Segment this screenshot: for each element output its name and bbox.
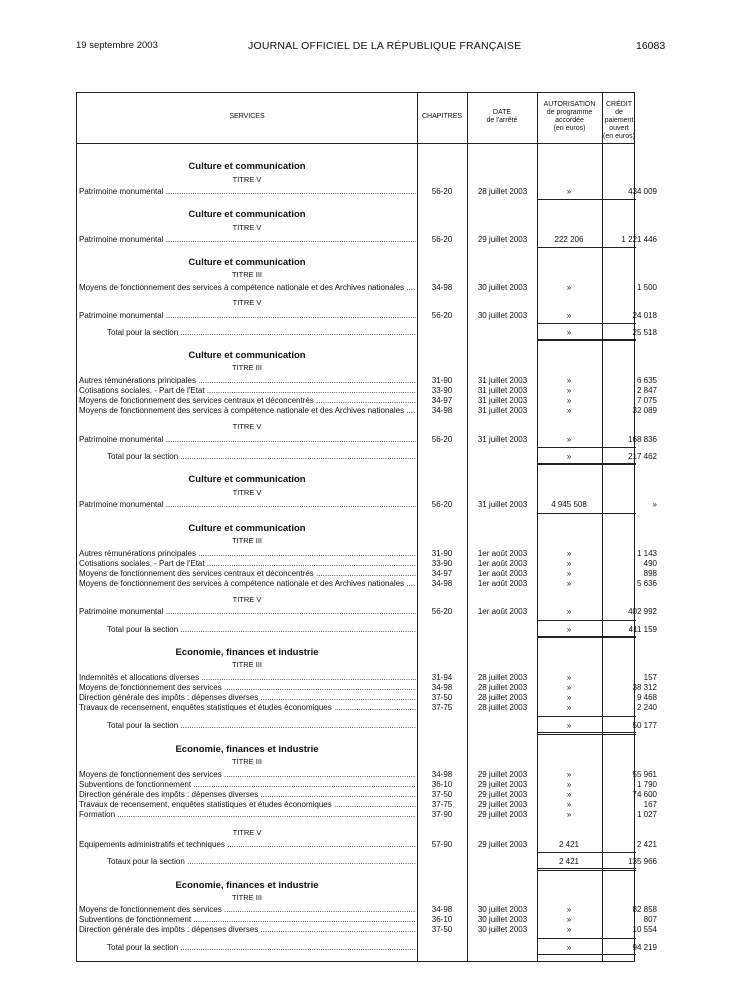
- row-label: Patrimoine monumental .....: [79, 606, 416, 617]
- titre-label: TITRE V: [232, 422, 262, 431]
- section-title: Culture et communication: [188, 209, 306, 220]
- column-header-chapitres: CHAPITRES: [421, 113, 463, 120]
- credits-table: [76, 92, 657, 962]
- autorisation-cell: »: [566, 915, 572, 924]
- section-rule: [602, 247, 636, 248]
- credit-cell: 55 961: [632, 770, 657, 779]
- table-row: [77, 434, 657, 445]
- row-label: Travaux de recensement, enquêtes statistiques et études économiques .....: [79, 702, 416, 713]
- total-rule: [602, 620, 636, 621]
- date-cell: 28 juillet 2003: [477, 683, 528, 692]
- titre-label: TITRE V: [232, 175, 262, 184]
- credit-cell: 2 240: [636, 703, 657, 712]
- date-cell: 30 juillet 2003: [477, 311, 528, 320]
- column-divider: [417, 93, 418, 961]
- section-rule: [537, 199, 602, 200]
- chapitre-cell: 33-90: [431, 559, 453, 568]
- section-rule: [602, 870, 636, 871]
- page-date: 19 septembre 2003: [76, 40, 158, 51]
- autorisation-cell: »: [566, 673, 572, 682]
- date-cell: 1er août 2003: [477, 569, 528, 578]
- credit-cell: 32 089: [632, 406, 657, 415]
- total-row: [77, 942, 657, 953]
- chapitre-cell: 34-98: [431, 406, 453, 415]
- row-label: Total pour la section .....: [107, 942, 416, 953]
- chapitre-cell: 56-20: [431, 607, 453, 616]
- section-title: Culture et communication: [188, 161, 306, 172]
- chapitre-cell: 36-10: [431, 780, 453, 789]
- table-row: [77, 282, 657, 293]
- row-label: Patrimoine monumental .....: [79, 234, 416, 245]
- row-label: Patrimoine monumental .....: [79, 499, 416, 510]
- autorisation-cell: »: [566, 376, 572, 385]
- titre-label: TITRE V: [232, 595, 262, 604]
- total-rule: [602, 954, 636, 955]
- table-row: [77, 234, 657, 245]
- total-row: [77, 451, 657, 462]
- date-cell: 31 juillet 2003: [477, 406, 528, 415]
- total-row: [77, 856, 657, 867]
- chapitre-cell: 37-75: [431, 800, 453, 809]
- credit-cell: 411 159: [628, 625, 657, 634]
- chapitre-cell: 34-98: [431, 683, 453, 692]
- credit-cell: 2 847: [636, 386, 657, 395]
- row-label: Autres rémunérations principales .....: [79, 548, 416, 559]
- journal-title: JOURNAL OFFICIEL DE LA RÉPUBLIQUE FRANÇAISE: [248, 40, 522, 52]
- section-rule: [537, 340, 602, 341]
- chapitre-cell: 34-97: [431, 396, 453, 405]
- titre-label: TITRE V: [232, 488, 262, 497]
- autorisation-cell: »: [566, 569, 572, 578]
- date-cell: 29 juillet 2003: [477, 790, 528, 799]
- date-cell: 31 juillet 2003: [477, 396, 528, 405]
- total-rule: [537, 447, 602, 448]
- section-rule: [537, 513, 602, 514]
- chapitre-cell: 56-20: [431, 500, 453, 509]
- total-row: [77, 327, 657, 338]
- chapitre-cell: 36-10: [431, 915, 453, 924]
- chapitre-cell: 34-98: [431, 770, 453, 779]
- credit-cell: 74 600: [632, 790, 657, 799]
- row-label: Patrimoine monumental .....: [79, 310, 416, 321]
- column-header-services: SERVICES: [229, 113, 265, 120]
- credit-cell: 217 462: [628, 452, 657, 461]
- date-cell: 31 juillet 2003: [477, 376, 528, 385]
- row-label: Direction générale des impôts : dépenses diverses .....: [79, 789, 416, 800]
- titre-label: TITRE V: [232, 298, 262, 307]
- date-cell: 29 juillet 2003: [477, 800, 528, 809]
- date-cell: 30 juillet 2003: [477, 283, 528, 292]
- total-rule: [602, 447, 636, 448]
- chapitre-cell: 37-75: [431, 703, 453, 712]
- autorisation-cell: 4 945 508: [551, 500, 587, 509]
- date-cell: 1er août 2003: [477, 607, 528, 616]
- total-rule: [537, 868, 602, 869]
- column-header-auth-line: accordée: [555, 117, 584, 124]
- row-label: Formation .....: [79, 809, 416, 820]
- row-label: Moyens de fonctionnement des services à compétence nationale et des Archives nationales .....: [79, 282, 416, 293]
- titre-label: TITRE V: [232, 828, 262, 837]
- autorisation-cell: »: [566, 800, 572, 809]
- row-label: Equipements administratifs et techniques .....: [79, 839, 416, 850]
- chapitre-cell: 34-98: [431, 905, 453, 914]
- column-header-auth-line: (en euros): [553, 125, 586, 132]
- total-rule: [602, 732, 636, 733]
- section-title: Culture et communication: [188, 474, 306, 485]
- autorisation-cell: »: [566, 810, 572, 819]
- titre-label: TITRE III: [232, 893, 262, 902]
- column-header-credit: [602, 101, 636, 141]
- row-label: Total pour la section .....: [107, 720, 416, 731]
- table-row: [77, 186, 657, 197]
- chapitre-cell: 31-90: [431, 376, 453, 385]
- total-rule: [537, 716, 602, 717]
- autorisation-cell: »: [566, 925, 572, 934]
- total-rule: [602, 716, 636, 717]
- section-title: Economie, finances et industrie: [175, 744, 319, 755]
- section-title: Culture et communication: [188, 350, 306, 361]
- date-cell: 28 juillet 2003: [477, 703, 528, 712]
- date-cell: 29 juillet 2003: [477, 810, 528, 819]
- section-rule: [602, 340, 636, 341]
- row-label: Cotisations sociales. - Part de l'Etat .....: [79, 558, 416, 569]
- date-cell: 29 juillet 2003: [477, 780, 528, 789]
- column-divider: [602, 93, 603, 961]
- date-cell: 31 juillet 2003: [477, 500, 528, 509]
- autorisation-cell: »: [566, 435, 572, 444]
- total-rule: [537, 323, 602, 324]
- table-row: [77, 578, 657, 589]
- chapitre-cell: 37-50: [431, 693, 453, 702]
- total-rule: [602, 938, 636, 939]
- column-header-credit-line: (en euros): [603, 133, 635, 140]
- row-label: Patrimoine monumental .....: [79, 434, 416, 445]
- section-rule: [537, 734, 602, 735]
- chapitre-cell: 34-98: [431, 283, 453, 292]
- section-rule: [537, 247, 602, 248]
- autorisation-cell: »: [566, 396, 572, 405]
- chapitre-cell: 33-90: [431, 386, 453, 395]
- autorisation-cell: »: [566, 780, 572, 789]
- autorisation-cell: »: [566, 406, 572, 415]
- credit-cell: 24 018: [632, 311, 657, 320]
- date-cell: 29 juillet 2003: [477, 770, 528, 779]
- chapitre-cell: 34-98: [431, 579, 453, 588]
- column-header-auth-line: AUTORISATION: [543, 101, 596, 108]
- total-rule: [537, 954, 602, 955]
- autorisation-cell: »: [566, 283, 572, 292]
- credit-cell: 898: [643, 569, 657, 578]
- credit-cell: 402 992: [628, 607, 657, 616]
- titre-label: TITRE III: [232, 660, 262, 669]
- credit-cell: 94 219: [632, 943, 657, 952]
- row-label: Moyens de fonctionnement des services centraux et déconcentrés .....: [79, 568, 416, 579]
- row-label: Subventions de fonctionnement .....: [79, 914, 416, 925]
- autorisation-cell: »: [566, 790, 572, 799]
- row-label: Moyens de fonctionnement des services .....: [79, 682, 416, 693]
- autorisation-cell: »: [566, 721, 572, 730]
- date-cell: 29 juillet 2003: [477, 840, 528, 849]
- total-rule: [537, 938, 602, 939]
- date-cell: 1er août 2003: [477, 579, 528, 588]
- column-header-auth-line: de programme: [546, 109, 593, 116]
- titre-label: TITRE III: [232, 270, 262, 279]
- credit-cell: 1 027: [636, 810, 657, 819]
- chapitre-cell: 57-90: [431, 840, 453, 849]
- date-cell: 28 juillet 2003: [477, 693, 528, 702]
- autorisation-cell: »: [566, 328, 572, 337]
- table-row: [77, 839, 657, 850]
- autorisation-cell: »: [566, 579, 572, 588]
- row-label: Totaux pour la section .....: [107, 856, 416, 867]
- autorisation-cell: »: [566, 549, 572, 558]
- row-label: Travaux de recensement, enquêtes statistiques et études économiques .....: [79, 799, 416, 810]
- column-header-autorisation: [537, 101, 602, 133]
- credit-cell: 1 221 446: [621, 235, 657, 244]
- credit-cell: 82 858: [632, 905, 657, 914]
- table-row: [77, 702, 657, 713]
- row-label: Moyens de fonctionnement des services .....: [79, 769, 416, 780]
- date-cell: 28 juillet 2003: [477, 673, 528, 682]
- date-cell: 28 juillet 2003: [477, 187, 528, 196]
- credit-cell: 2 421: [636, 840, 657, 849]
- section-title: Culture et communication: [188, 257, 306, 268]
- total-rule: [602, 852, 636, 853]
- row-label: Indemnités et allocations diverses .....: [79, 672, 416, 683]
- chapitre-cell: 37-50: [431, 790, 453, 799]
- credit-cell: 10 554: [632, 925, 657, 934]
- date-cell: 31 juillet 2003: [477, 386, 528, 395]
- credit-cell: 1 143: [636, 549, 657, 558]
- chapitre-cell: 31-90: [431, 549, 453, 558]
- total-rule: [537, 852, 602, 853]
- section-rule: [602, 464, 636, 465]
- chapitre-cell: 37-90: [431, 810, 453, 819]
- column-header-credit-line: de paiement: [604, 109, 634, 124]
- column-header-credit-line: CRÉDIT: [605, 101, 633, 108]
- credit-cell: 167: [643, 800, 657, 809]
- section-rule: [602, 734, 636, 735]
- autorisation-cell: »: [566, 607, 572, 616]
- autorisation-cell: »: [566, 625, 572, 634]
- autorisation-cell: »: [566, 905, 572, 914]
- credit-cell: 6 635: [636, 376, 657, 385]
- row-label: Moyens de fonctionnement des services à compétence nationale et des Archives nationales .....: [79, 578, 416, 589]
- table-row: [77, 405, 657, 416]
- titre-label: TITRE III: [232, 363, 262, 372]
- autorisation-cell: »: [566, 693, 572, 702]
- autorisation-cell: »: [566, 683, 572, 692]
- total-rule: [602, 323, 636, 324]
- table-row: [77, 606, 657, 617]
- chapitre-cell: 31-94: [431, 673, 453, 682]
- autorisation-cell: »: [566, 703, 572, 712]
- titre-label: TITRE III: [232, 536, 262, 545]
- autorisation-cell: »: [566, 559, 572, 568]
- row-label: Total pour la section .....: [107, 624, 416, 635]
- chapitre-cell: 37-50: [431, 925, 453, 934]
- section-rule: [602, 199, 636, 200]
- row-label: Total pour la section .....: [107, 451, 416, 462]
- titre-label: TITRE III: [232, 757, 262, 766]
- credit-cell: 9 468: [636, 693, 657, 702]
- column-header-date-line: de l'arrêté: [486, 117, 518, 124]
- total-row: [77, 720, 657, 731]
- section-rule: [537, 637, 602, 638]
- section-title: Economie, finances et industrie: [175, 880, 319, 891]
- autorisation-cell: »: [566, 386, 572, 395]
- total-rule: [602, 868, 636, 869]
- row-label: Direction générale des impôts : dépenses diverses .....: [79, 692, 416, 703]
- header-divider: [77, 143, 634, 144]
- page-number: 16083: [636, 40, 666, 52]
- credit-cell: 1 790: [636, 780, 657, 789]
- section-rule: [602, 513, 636, 514]
- row-label: Cotisations sociales. - Part de l'Etat .....: [79, 385, 416, 396]
- table-row: [77, 310, 657, 321]
- row-label: Moyens de fonctionnement des services à compétence nationale et des Archives nationales .....: [79, 405, 416, 416]
- total-row: [77, 624, 657, 635]
- chapitre-cell: 56-20: [431, 235, 453, 244]
- column-header-date-line: DATE: [492, 109, 512, 116]
- autorisation-cell: 2 421: [558, 840, 580, 849]
- credit-cell: 38 312: [632, 683, 657, 692]
- section-title: Culture et communication: [188, 523, 306, 534]
- column-divider: [537, 93, 538, 961]
- credit-cell: 135 966: [628, 857, 657, 866]
- row-label: Moyens de fonctionnement des services .....: [79, 904, 416, 915]
- row-label: Direction générale des impôts : dépenses diverses .....: [79, 924, 416, 935]
- date-cell: 30 juillet 2003: [477, 905, 528, 914]
- section-rule: [537, 464, 602, 465]
- chapitre-cell: 56-20: [431, 435, 453, 444]
- table-row: [77, 499, 657, 510]
- total-rule: [537, 620, 602, 621]
- credit-cell: 7 075: [636, 396, 657, 405]
- titre-label: TITRE V: [232, 223, 262, 232]
- credit-cell: 434 009: [628, 187, 657, 196]
- column-header-date: [467, 109, 537, 125]
- table-row: [77, 809, 657, 820]
- section-rule: [537, 870, 602, 871]
- column-header-credit-line: ouvert: [609, 125, 629, 132]
- chapitre-cell: 56-20: [431, 311, 453, 320]
- table-row: [77, 924, 657, 935]
- row-label: Moyens de fonctionnement des services centraux et déconcentrés .....: [79, 395, 416, 406]
- chapitre-cell: 34-97: [431, 569, 453, 578]
- date-cell: 1er août 2003: [477, 559, 528, 568]
- date-cell: 30 juillet 2003: [477, 925, 528, 934]
- autorisation-cell: »: [566, 943, 572, 952]
- section-rule: [602, 637, 636, 638]
- date-cell: 1er août 2003: [477, 549, 528, 558]
- credit-cell: 5 636: [636, 579, 657, 588]
- autorisation-cell: »: [566, 452, 572, 461]
- row-label: Subventions de fonctionnement .....: [79, 779, 416, 790]
- chapitre-cell: 56-20: [431, 187, 453, 196]
- credit-cell: 157: [643, 673, 657, 682]
- autorisation-cell: 222 206: [554, 235, 584, 244]
- credit-cell: 490: [643, 559, 657, 568]
- autorisation-cell: »: [566, 311, 572, 320]
- credit-cell: »: [652, 500, 657, 509]
- total-rule: [537, 732, 602, 733]
- autorisation-cell: 2 421: [558, 857, 580, 866]
- autorisation-cell: »: [566, 187, 572, 196]
- credit-cell: 168 836: [628, 435, 657, 444]
- credit-cell: 1 500: [636, 283, 657, 292]
- row-label: Patrimoine monumental .....: [79, 186, 416, 197]
- date-cell: 29 juillet 2003: [477, 235, 528, 244]
- date-cell: 31 juillet 2003: [477, 435, 528, 444]
- credit-cell: 807: [643, 915, 657, 924]
- row-label: Total pour la section .....: [107, 327, 416, 338]
- autorisation-cell: »: [566, 770, 572, 779]
- credit-cell: 25 518: [632, 328, 657, 337]
- section-title: Economie, finances et industrie: [175, 647, 319, 658]
- date-cell: 30 juillet 2003: [477, 915, 528, 924]
- column-divider: [467, 93, 468, 961]
- row-label: Autres rémunérations principales .....: [79, 375, 416, 386]
- credit-cell: 50 177: [632, 721, 657, 730]
